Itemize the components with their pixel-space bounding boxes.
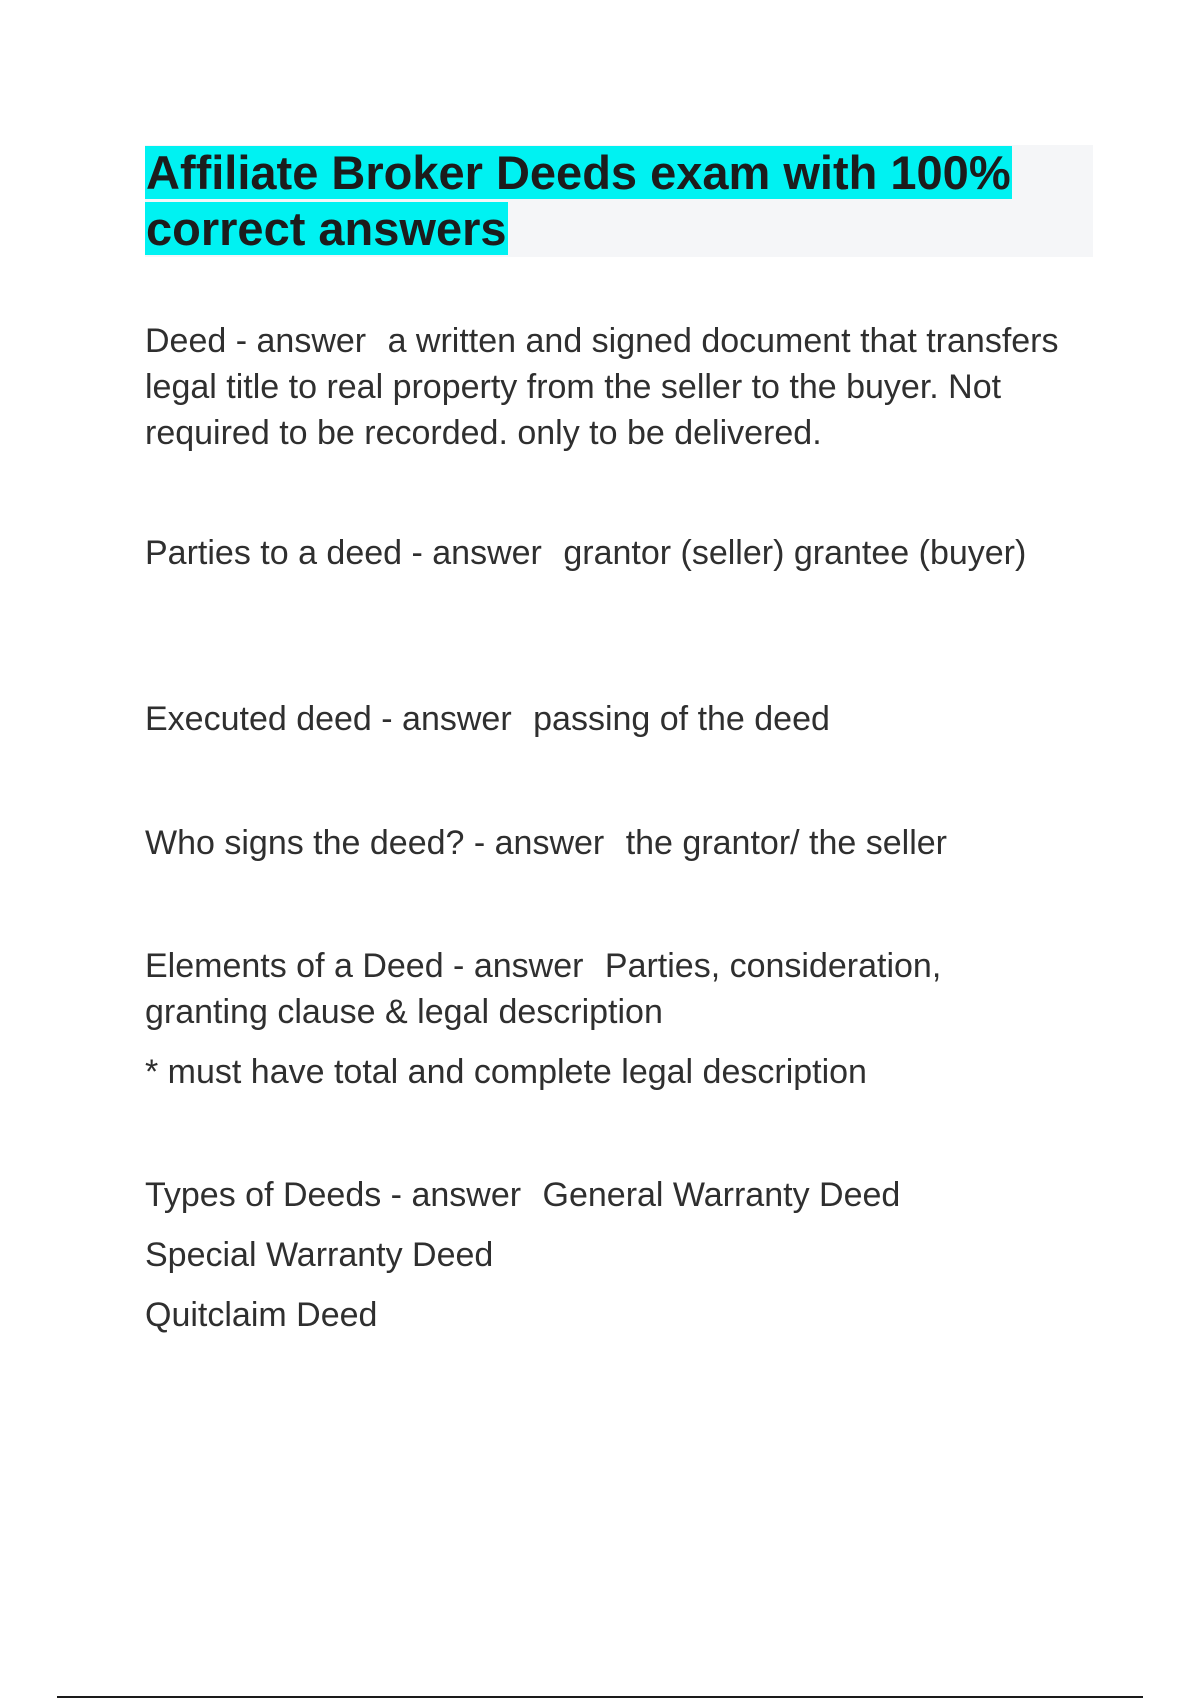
- qa-answer: General Warranty Deed: [542, 1176, 901, 1214]
- qa-text: [145, 943, 1065, 1035]
- qa-answer: passing of the deed: [533, 700, 830, 738]
- qa-text: [145, 1172, 1065, 1218]
- qa-term: Deed - answer: [145, 322, 367, 360]
- qa-item-parties: [145, 530, 1065, 576]
- qa-item-deed: [145, 318, 1065, 456]
- qa-text: [145, 318, 1065, 456]
- qa-text: [145, 696, 1065, 742]
- qa-answer: a written and signed document that transfers legal title to real property from the seller to the buyer. Not required to be recorded. only to be delivered.: [145, 322, 1059, 452]
- qa-term: Who signs the deed? - answer: [145, 824, 605, 862]
- qa-item-types: [145, 1172, 1065, 1338]
- qa-term: Parties to a deed - answer: [145, 534, 542, 572]
- qa-answer-line: Special Warranty Deed: [145, 1236, 494, 1274]
- title-highlight: Affiliate Broker Deeds exam with 100% correct answers: [146, 146, 1011, 255]
- qa-answer: Parties, consideration, granting clause & legal description: [145, 947, 942, 1031]
- qa-note: * must have total and complete legal description: [145, 1053, 867, 1091]
- qa-answer-line: Quitclaim Deed: [145, 1296, 378, 1334]
- qa-text: [145, 820, 1065, 866]
- page-title: [145, 145, 1075, 257]
- qa-term: Executed deed - answer: [145, 700, 512, 738]
- qa-item-elements: [145, 943, 1065, 1095]
- qa-item-executed-deed: [145, 696, 1065, 742]
- qa-term: Elements of a Deed - answer: [145, 947, 584, 985]
- bottom-rule: [57, 1696, 1143, 1698]
- qa-text: [145, 530, 1065, 576]
- qa-answer: grantor (seller) grantee (buyer): [563, 534, 1027, 572]
- qa-term: Types of Deeds - answer: [145, 1176, 522, 1214]
- title-block: [145, 145, 1093, 257]
- qa-answer: the grantor/ the seller: [625, 824, 947, 862]
- qa-item-who-signs: [145, 820, 1065, 866]
